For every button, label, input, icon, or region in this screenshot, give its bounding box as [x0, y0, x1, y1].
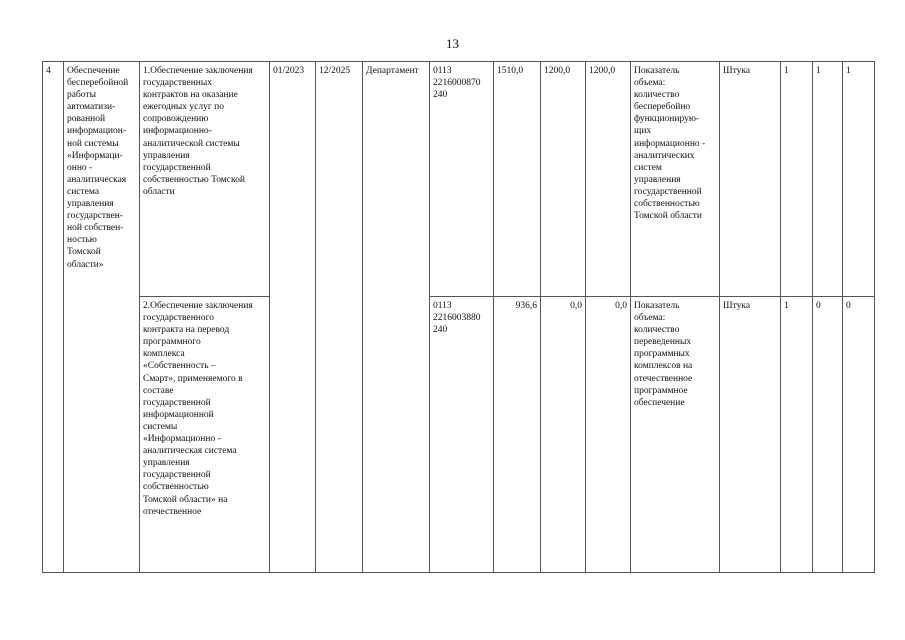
value-year-2: 1200,0 [541, 62, 586, 297]
value-year-3: 1200,0 [586, 62, 631, 297]
target-year-1: 1 [781, 62, 813, 297]
end-date: 12/2025 [316, 62, 363, 573]
target-year-2: 0 [813, 297, 843, 573]
budget-code: 0113 2216000870 240 [430, 62, 494, 297]
row-index: 4 [43, 62, 64, 573]
target-year-3: 1 [843, 62, 875, 297]
table-row [43, 62, 875, 297]
table-row [43, 297, 875, 573]
indicator-cell: Показатель объема: количество переведенных программных комплексов на отечественное программное обеспечение [631, 297, 720, 573]
unit-cell: Штука [720, 62, 781, 297]
measure-text: 1.Обеспечение заключения государственных контрактов на оказание ежегодных услуг по сопровождению информационно- аналитической системы управления государственной собственностью Томской области [140, 62, 270, 297]
target-year-2: 1 [813, 62, 843, 297]
program-measures-table [42, 61, 875, 573]
value-year-1: 1510,0 [494, 62, 541, 297]
executor-cell: Департамент [363, 62, 430, 573]
target-year-3: 0 [843, 297, 875, 573]
goal-cell: Обеспечение бесперебойной работы автоматизи- рованной информацион- ной системы «Информаци- онно - аналитическая система управления государствен- ной собствен- ностью Томской области» [64, 62, 140, 573]
unit-cell: Штука [720, 297, 781, 573]
value-year-3: 0,0 [586, 297, 631, 573]
page-number: 13 [446, 36, 459, 51]
measure-text: 2.Обеспечение заключения государственного контракта на перевод программного комплекса «Собственность – Смарт», применяемого в составе государственной информационной системы «Информационно - аналитическая система управления государственной собственностью Томской области» на отечественное [140, 297, 270, 573]
value-year-2: 0,0 [541, 297, 586, 573]
budget-code: 0113 2216003880 240 [430, 297, 494, 573]
indicator-cell: Показатель объема: количество бесперебойно функционирую- щих информационно - аналитических систем управления государственной собственностью Томской области [631, 62, 720, 297]
start-date: 01/2023 [270, 62, 316, 573]
target-year-1: 1 [781, 297, 813, 573]
value-year-1: 936,6 [494, 297, 541, 573]
